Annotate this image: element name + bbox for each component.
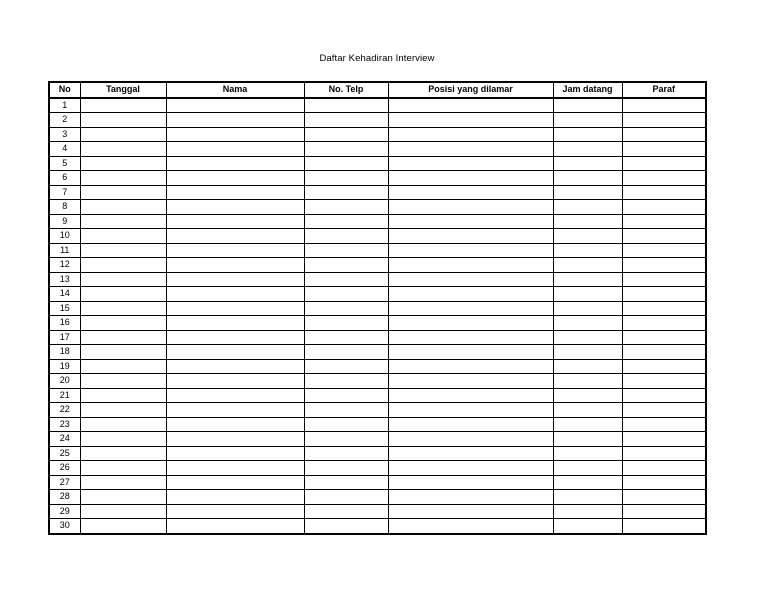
no-telp-cell <box>304 258 388 273</box>
no-telp-cell <box>304 156 388 171</box>
nama-cell <box>166 113 304 128</box>
tanggal-cell <box>80 229 166 244</box>
tanggal-cell <box>80 345 166 360</box>
row-number: 30 <box>49 519 80 534</box>
posisi-cell <box>388 359 553 374</box>
header-paraf: Paraf <box>622 82 706 98</box>
paraf-cell <box>622 301 706 316</box>
table-row <box>49 127 706 142</box>
jam-datang-cell <box>553 359 622 374</box>
paraf-cell <box>622 127 706 142</box>
no-telp-cell <box>304 519 388 534</box>
nama-cell <box>166 301 304 316</box>
paraf-cell <box>622 330 706 345</box>
posisi-cell <box>388 113 553 128</box>
posisi-cell <box>388 345 553 360</box>
posisi-cell <box>388 156 553 171</box>
tanggal-cell <box>80 359 166 374</box>
posisi-cell <box>388 258 553 273</box>
row-number: 18 <box>49 345 80 360</box>
no-telp-cell <box>304 374 388 389</box>
table-row <box>49 272 706 287</box>
no-telp-cell <box>304 98 388 113</box>
nama-cell <box>166 98 304 113</box>
nama-cell <box>166 504 304 519</box>
jam-datang-cell <box>553 272 622 287</box>
paraf-cell <box>622 417 706 432</box>
posisi-cell <box>388 301 553 316</box>
jam-datang-cell <box>553 461 622 476</box>
paraf-cell <box>622 243 706 258</box>
paraf-cell <box>622 359 706 374</box>
no-telp-cell <box>304 316 388 331</box>
row-number: 12 <box>49 258 80 273</box>
posisi-cell <box>388 374 553 389</box>
row-number: 19 <box>49 359 80 374</box>
nama-cell <box>166 272 304 287</box>
nama-cell <box>166 374 304 389</box>
tanggal-cell <box>80 171 166 186</box>
no-telp-cell <box>304 214 388 229</box>
no-telp-cell <box>304 272 388 287</box>
table-row <box>49 98 706 113</box>
nama-cell <box>166 316 304 331</box>
no-telp-cell <box>304 330 388 345</box>
tanggal-cell <box>80 519 166 534</box>
header-tanggal: Tanggal <box>80 82 166 98</box>
posisi-cell <box>388 446 553 461</box>
no-telp-cell <box>304 359 388 374</box>
tanggal-cell <box>80 301 166 316</box>
nama-cell <box>166 446 304 461</box>
jam-datang-cell <box>553 417 622 432</box>
table-row <box>49 214 706 229</box>
tanggal-cell <box>80 113 166 128</box>
tanggal-cell <box>80 374 166 389</box>
paraf-cell <box>622 388 706 403</box>
nama-cell <box>166 287 304 302</box>
posisi-cell <box>388 272 553 287</box>
header-no-telp: No. Telp <box>304 82 388 98</box>
header-posisi: Posisi yang dilamar <box>388 82 553 98</box>
table-body <box>49 98 706 534</box>
no-telp-cell <box>304 417 388 432</box>
tanggal-cell <box>80 142 166 157</box>
table-row <box>49 330 706 345</box>
tanggal-cell <box>80 185 166 200</box>
posisi-cell <box>388 330 553 345</box>
nama-cell <box>166 461 304 476</box>
jam-datang-cell <box>553 316 622 331</box>
nama-cell <box>166 185 304 200</box>
posisi-cell <box>388 432 553 447</box>
paraf-cell <box>622 432 706 447</box>
nama-cell <box>166 229 304 244</box>
jam-datang-cell <box>553 214 622 229</box>
table-row <box>49 461 706 476</box>
table-row <box>49 446 706 461</box>
tanggal-cell <box>80 316 166 331</box>
nama-cell <box>166 519 304 534</box>
table-row <box>49 156 706 171</box>
table-row <box>49 403 706 418</box>
paraf-cell <box>622 171 706 186</box>
table-row <box>49 229 706 244</box>
paraf-cell <box>622 345 706 360</box>
table-row <box>49 359 706 374</box>
posisi-cell <box>388 475 553 490</box>
page-title: Daftar Kehadiran Interview <box>319 53 435 64</box>
table-row <box>49 287 706 302</box>
tanggal-cell <box>80 490 166 505</box>
row-number: 24 <box>49 432 80 447</box>
posisi-cell <box>388 229 553 244</box>
jam-datang-cell <box>553 171 622 186</box>
tanggal-cell <box>80 287 166 302</box>
jam-datang-cell <box>553 200 622 215</box>
header-no: No <box>49 82 80 98</box>
nama-cell <box>166 345 304 360</box>
nama-cell <box>166 432 304 447</box>
no-telp-cell <box>304 113 388 128</box>
jam-datang-cell <box>553 388 622 403</box>
row-number: 21 <box>49 388 80 403</box>
table-row <box>49 388 706 403</box>
nama-cell <box>166 200 304 215</box>
jam-datang-cell <box>553 287 622 302</box>
no-telp-cell <box>304 504 388 519</box>
tanggal-cell <box>80 272 166 287</box>
table-row <box>49 374 706 389</box>
no-telp-cell <box>304 142 388 157</box>
row-number: 27 <box>49 475 80 490</box>
nama-cell <box>166 127 304 142</box>
no-telp-cell <box>304 475 388 490</box>
tanggal-cell <box>80 475 166 490</box>
tanggal-cell <box>80 258 166 273</box>
row-number: 17 <box>49 330 80 345</box>
row-number: 16 <box>49 316 80 331</box>
jam-datang-cell <box>553 446 622 461</box>
table-row <box>49 316 706 331</box>
jam-datang-cell <box>553 229 622 244</box>
row-number: 10 <box>49 229 80 244</box>
jam-datang-cell <box>553 142 622 157</box>
paraf-cell <box>622 475 706 490</box>
table-row <box>49 258 706 273</box>
paraf-cell <box>622 200 706 215</box>
no-telp-cell <box>304 301 388 316</box>
no-telp-cell <box>304 287 388 302</box>
table-row <box>49 301 706 316</box>
posisi-cell <box>388 388 553 403</box>
posisi-cell <box>388 200 553 215</box>
posisi-cell <box>388 403 553 418</box>
row-number: 5 <box>49 156 80 171</box>
jam-datang-cell <box>553 258 622 273</box>
jam-datang-cell <box>553 113 622 128</box>
header-jam-datang: Jam datang <box>553 82 622 98</box>
posisi-cell <box>388 519 553 534</box>
paraf-cell <box>622 229 706 244</box>
tanggal-cell <box>80 156 166 171</box>
table-row <box>49 432 706 447</box>
row-number: 22 <box>49 403 80 418</box>
tanggal-cell <box>80 127 166 142</box>
no-telp-cell <box>304 461 388 476</box>
posisi-cell <box>388 214 553 229</box>
no-telp-cell <box>304 432 388 447</box>
paraf-cell <box>622 98 706 113</box>
header-nama: Nama <box>166 82 304 98</box>
jam-datang-cell <box>553 374 622 389</box>
row-number: 26 <box>49 461 80 476</box>
paraf-cell <box>622 403 706 418</box>
nama-cell <box>166 258 304 273</box>
paraf-cell <box>622 142 706 157</box>
tanggal-cell <box>80 98 166 113</box>
jam-datang-cell <box>553 330 622 345</box>
table-row <box>49 142 706 157</box>
nama-cell <box>166 171 304 186</box>
row-number: 7 <box>49 185 80 200</box>
no-telp-cell <box>304 403 388 418</box>
no-telp-cell <box>304 490 388 505</box>
no-telp-cell <box>304 229 388 244</box>
paraf-cell <box>622 156 706 171</box>
tanggal-cell <box>80 388 166 403</box>
jam-datang-cell <box>553 156 622 171</box>
jam-datang-cell <box>553 490 622 505</box>
no-telp-cell <box>304 200 388 215</box>
row-number: 15 <box>49 301 80 316</box>
row-number: 23 <box>49 417 80 432</box>
paraf-cell <box>622 214 706 229</box>
row-number: 6 <box>49 171 80 186</box>
posisi-cell <box>388 417 553 432</box>
table-row <box>49 171 706 186</box>
jam-datang-cell <box>553 475 622 490</box>
table-row <box>49 519 706 534</box>
jam-datang-cell <box>553 432 622 447</box>
tanggal-cell <box>80 446 166 461</box>
no-telp-cell <box>304 127 388 142</box>
nama-cell <box>166 330 304 345</box>
jam-datang-cell <box>553 301 622 316</box>
nama-cell <box>166 490 304 505</box>
nama-cell <box>166 475 304 490</box>
nama-cell <box>166 142 304 157</box>
jam-datang-cell <box>553 403 622 418</box>
tanggal-cell <box>80 461 166 476</box>
table-row <box>49 243 706 258</box>
nama-cell <box>166 417 304 432</box>
row-number: 3 <box>49 127 80 142</box>
jam-datang-cell <box>553 185 622 200</box>
no-telp-cell <box>304 446 388 461</box>
table-header-row <box>49 82 706 98</box>
row-number: 4 <box>49 142 80 157</box>
row-number: 29 <box>49 504 80 519</box>
tanggal-cell <box>80 330 166 345</box>
no-telp-cell <box>304 185 388 200</box>
table-row <box>49 475 706 490</box>
row-number: 2 <box>49 113 80 128</box>
row-number: 14 <box>49 287 80 302</box>
jam-datang-cell <box>553 98 622 113</box>
tanggal-cell <box>80 432 166 447</box>
table-row <box>49 490 706 505</box>
jam-datang-cell <box>553 519 622 534</box>
nama-cell <box>166 214 304 229</box>
paraf-cell <box>622 287 706 302</box>
paraf-cell <box>622 490 706 505</box>
no-telp-cell <box>304 345 388 360</box>
paraf-cell <box>622 258 706 273</box>
paraf-cell <box>622 446 706 461</box>
tanggal-cell <box>80 214 166 229</box>
paraf-cell <box>622 185 706 200</box>
no-telp-cell <box>304 243 388 258</box>
row-number: 13 <box>49 272 80 287</box>
tanggal-cell <box>80 504 166 519</box>
row-number: 25 <box>49 446 80 461</box>
row-number: 8 <box>49 200 80 215</box>
attendance-table <box>48 81 707 535</box>
posisi-cell <box>388 287 553 302</box>
row-number: 20 <box>49 374 80 389</box>
posisi-cell <box>388 243 553 258</box>
table-row <box>49 345 706 360</box>
posisi-cell <box>388 185 553 200</box>
posisi-cell <box>388 171 553 186</box>
tanggal-cell <box>80 417 166 432</box>
nama-cell <box>166 403 304 418</box>
paraf-cell <box>622 504 706 519</box>
no-telp-cell <box>304 171 388 186</box>
posisi-cell <box>388 127 553 142</box>
paraf-cell <box>622 374 706 389</box>
paraf-cell <box>622 113 706 128</box>
row-number: 11 <box>49 243 80 258</box>
row-number: 28 <box>49 490 80 505</box>
no-telp-cell <box>304 388 388 403</box>
jam-datang-cell <box>553 345 622 360</box>
posisi-cell <box>388 316 553 331</box>
jam-datang-cell <box>553 504 622 519</box>
nama-cell <box>166 156 304 171</box>
table-row <box>49 200 706 215</box>
row-number: 1 <box>49 98 80 113</box>
row-number: 9 <box>49 214 80 229</box>
nama-cell <box>166 359 304 374</box>
jam-datang-cell <box>553 127 622 142</box>
posisi-cell <box>388 490 553 505</box>
table-row <box>49 113 706 128</box>
posisi-cell <box>388 98 553 113</box>
tanggal-cell <box>80 200 166 215</box>
tanggal-cell <box>80 403 166 418</box>
table-row <box>49 185 706 200</box>
paraf-cell <box>622 519 706 534</box>
nama-cell <box>166 243 304 258</box>
table-row <box>49 417 706 432</box>
paraf-cell <box>622 316 706 331</box>
tanggal-cell <box>80 243 166 258</box>
jam-datang-cell <box>553 243 622 258</box>
posisi-cell <box>388 142 553 157</box>
posisi-cell <box>388 461 553 476</box>
paraf-cell <box>622 272 706 287</box>
posisi-cell <box>388 504 553 519</box>
table-row <box>49 504 706 519</box>
nama-cell <box>166 388 304 403</box>
paraf-cell <box>622 461 706 476</box>
